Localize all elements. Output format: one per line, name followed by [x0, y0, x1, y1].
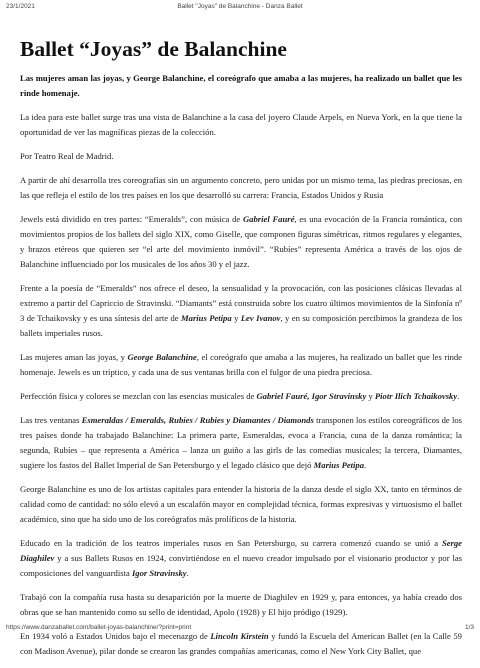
print-header: [6, 3, 474, 15]
paragraph-2: Por Teatro Real de Madrid.: [20, 151, 114, 161]
paragraph-6: Las mujeres aman las joyas, y George Balanchine, el coreógrafo que amaba a las mujeres, ha realizado un ballet que les rinde homenaje. Jewels es un tríptico, y cada una de sus ventanas brilla con el fulgor de una piedra preciosa.: [20, 352, 462, 377]
paragraph-9: George Balanchine es uno de los artistas capitales para entender la historia de la danza desde el siglo XX, tanto en términos de calidad como de cantidad: no sólo elevó a un escalafón mayor en complejidad técnica, formas expresivas y virtuosismo el ballet académico, sino que ha sido uno de los coreógrafos más prolíficos de la historia.: [20, 484, 462, 524]
paragraph-11: Trabajó con la compañía rusa hasta su desaparición por la muerte de Diaghilev en 1929 y, para entonces, ya había creado dos obras que se han mantenido como su sello de identidad, Apolo (1928) y El hijo pródigo (1929).: [20, 592, 462, 617]
paragraph-4: Jewels está dividido en tres partes: “Emeralds”, con música de Gabriel Fauré, es una evocación de la Francia romántica, con movimientos propios de los ballets del siglo XIX, como Giselle, que componen figuras simétricas, ritmos regulares y elegantes, y brazos etéreos que quieren ser “el arte del movimiento inmóvil”. “Rubíes” representa América a través de los ojos de Balanchine influenciado por los musicales de los años 30 y el jazz.: [20, 214, 463, 269]
emphasis-name: Marius Petipa: [313, 460, 364, 470]
article-title: Ballet “Joyas” de Balanchine: [20, 37, 287, 61]
emphasis-name: Serge Diaghilev: [20, 538, 462, 563]
article-lead: Las mujeres aman las joyas, y George Balanchine, el coreógrafo que amaba a las mujeres, ha realizado un ballet que les rinde homenaje.: [20, 73, 462, 98]
print-url: https://www.danzaballet.com/ballet-joyas-balanchine/?print=print: [6, 624, 192, 631]
paragraph-10: Educado en la tradición de los teatros imperiales rusos en San Petersburgo, su carrera comenzó cuando se unió a Serge Diaghilev y a sus Ballets Rusos en 1924, convirtiéndose en el nuevo creador impulsado por el visionario productor y por las composiciones del vanguardista Igor Stravinsky.: [20, 538, 462, 578]
paragraph-12: En 1934 voló a Estados Unidos bajo el mecenazgo de Lincoln Kirstein y fundó la Escuela del American Ballet (en la Calle 59 con Madison Avenue), pilar donde se crearon las grandes compañías americanas, como el New York City Ballet, que: [20, 631, 462, 656]
emphasis-name: Lev Ivanov: [240, 313, 281, 323]
paragraph-5: Frente a la poesía de “Emeralds” nos ofrece el deseo, la sensualidad y la provocación, con las posiciones clásicas llevadas al extremo a partir del Capriccio de Stravinski. “Diamants” está construida sobre los cuatro últimos movimientos de la Sinfonía nº 3 de Tchaikovsky y es una síntesis del arte de Marius Petipa y Lev Ivanov, y en su composición percibimos la grandeza de los ballets imperiales rusos.: [20, 283, 462, 338]
paragraph-3: A partir de ahí desarrolla tres coreografías sin un argumento concreto, pero unidas por un mismo tema, las piedras preciosas, en las que refleja el estilo de los tres países en los que desarrolló su carrera: Francia, Estados Unidos y Rusia: [20, 175, 462, 200]
emphasis-name: Esmeraldas / Emeralds, Rubíes / Rubies y Diamantes / Diamonds: [81, 415, 314, 425]
page-number: 1/3: [464, 624, 474, 631]
emphasis-name: Marius Petipa: [181, 313, 232, 323]
emphasis-name: Igor Stravinsky: [131, 568, 187, 578]
emphasis-name: Lincoln Kirstein: [210, 631, 269, 641]
article: [20, 36, 462, 668]
emphasis-name: Piotr Ilich Tchaikovsky: [374, 391, 458, 401]
paragraph-8: Las tres ventanas Esmeraldas / Emeralds, Rubíes / Rubies y Diamantes / Diamonds transponen los estilos coreográficos de los tres países donde ha trabajado Balanchine: La primera parte, Esmeraldas, evoca a Francia, cuna de la danza romántica; la segunda, Rubíes – que representa a América – lanza un guiño a las girls de las comedias musicales; la tercera, Diamantes, sugiere los fastos del Ballet Imperial de San Petersburgo y el legado clásico que dejó Marius Petipa.: [20, 415, 462, 470]
print-page-title: Ballet "Joyas" de Balanchine - Danza Ballet: [177, 3, 303, 10]
print-footer: [6, 624, 474, 636]
emphasis-name: Gabriel Fauré: [242, 214, 295, 224]
print-date: 23/1/2021: [6, 3, 35, 10]
paragraph-7: Perfección física y colores se mezclan con las esencias musicales de Gabriel Fauré, Igor Stravinsky y Piotr Ilich Tchaikovsky.: [20, 391, 460, 401]
emphasis-name: George Balanchine: [127, 352, 197, 362]
emphasis-name: Gabriel Fauré, Igor Stravinsky: [256, 391, 367, 401]
paragraph-1: La idea para este ballet surge tras una vista de Balanchine a la casa del joyero Claude Arpels, en Nueva York, en la que tiene la oportunidad de ver las magníficas piezas de la colección.: [20, 112, 462, 137]
